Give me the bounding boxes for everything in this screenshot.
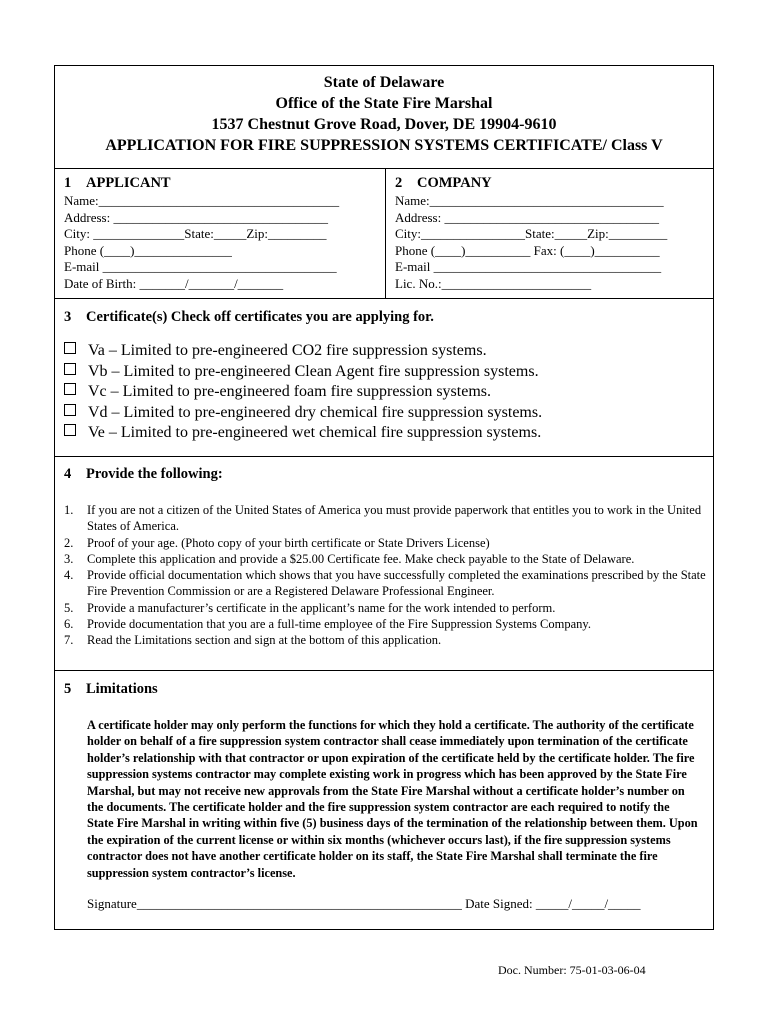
list-item: [64, 551, 713, 567]
signature-line[interactable]: Signature__________________________________________________ Date Signed: _____/_____/_____: [87, 896, 641, 912]
checkbox[interactable]: [64, 404, 76, 416]
limitations-heading: [64, 681, 713, 698]
certificates-heading: [64, 309, 713, 326]
certificate-label: Ve – Limited to pre-engineered wet chemical fire suppression systems.: [88, 424, 542, 441]
applicant-company-row: [55, 169, 713, 299]
section-title: Provide the following:: [86, 466, 223, 482]
certificate-option-vb[interactable]: [64, 362, 713, 383]
item-text: Provide official documentation which shows that you have successfully completed the examinations prescribed by the State Fire Prevention Commission or are a Registered Delaware Professional Engineer.: [87, 568, 706, 599]
applicant-section: [55, 169, 386, 298]
section-number: 5: [64, 681, 72, 697]
list-item: [64, 632, 713, 648]
list-item: [64, 567, 713, 600]
section-number: 3: [64, 309, 72, 325]
limitations-text: A certificate holder may only perform the functions for which they hold a certificate. The authority of the certificate holder on behalf of a fire suppression system contractor shall cease immediately upon termination of the certificate holder’s relationship with that contractor or upon expiration of the certificate held by the certificate holder. The fire suppression systems contractor may complete existing work in progress which has been approved by the State Fire Marshal, but may not receive new approvals from the State Fire Marshal without a certificate holder’s number on the documents. The certificate holder and the fire suppression system contractor are each required to notify the State Fire Marshal in writing within five (5) business days of the termination of the relationship between them. Upon the expiration of the current license or within six months (whichever occurs last), if the fire suppression systems contractor does not have another certificate holder on its staff, the State Fire Marshal shall terminate the fire suppression system contractor’s license.: [87, 718, 698, 880]
item-text: Complete this application and provide a $25.00 Certificate fee. Make check payable to the State of Delaware.: [87, 551, 635, 566]
list-item: [64, 535, 713, 551]
limitations-section: [55, 671, 713, 912]
section-number: 2: [395, 175, 403, 191]
certificate-label: Vd – Limited to pre-engineered dry chemical fire suppression systems.: [88, 403, 543, 421]
company-phone-fax-field[interactable]: Phone (____)__________ Fax: (____)__________: [395, 242, 660, 258]
list-item: [64, 600, 713, 616]
checkbox[interactable]: [64, 342, 76, 354]
section-number: 1: [64, 175, 72, 191]
company-name-field[interactable]: Name:____________________________________: [395, 193, 664, 208]
header-address: 1537 Chestnut Grove Road, Dover, DE 19904-9610: [211, 116, 557, 133]
applicant-city-state-zip-field[interactable]: City: ______________State:_____Zip:_________: [64, 226, 327, 241]
company-address-field[interactable]: Address: _________________________________: [395, 209, 659, 225]
item-text: Provide a manufacturer’s certificate in the applicant’s name for the work intended to perform.: [87, 600, 556, 615]
checkbox[interactable]: [64, 383, 76, 395]
provide-section: [55, 457, 713, 671]
item-number: 3.: [64, 551, 74, 566]
company-email-field[interactable]: E-mail ___________________________________: [395, 259, 662, 274]
company-city-state-zip-field[interactable]: City:________________State:_____Zip:_________: [395, 226, 668, 241]
checkbox[interactable]: [64, 363, 76, 375]
company-license-field[interactable]: Lic. No.:_______________________: [395, 275, 592, 291]
item-number: 2.: [64, 535, 74, 550]
section-title: Certificate(s) Check off certificates you are applying for.: [86, 309, 434, 325]
certificate-option-vd[interactable]: [64, 403, 713, 424]
document-number: Doc. Number: 75-01-03-06-04: [498, 963, 646, 977]
list-item: [64, 502, 713, 535]
form-title: APPLICATION FOR FIRE SUPPRESSION SYSTEMS CERTIFICATE/ Class V: [105, 137, 663, 154]
item-number: 7.: [64, 633, 74, 648]
applicant-phone-field[interactable]: Phone (____)_______________: [64, 242, 232, 258]
section-title: COMPANY: [417, 175, 492, 191]
section-number: 4: [64, 466, 72, 482]
header-office: Office of the State Fire Marshal: [275, 95, 493, 112]
section-title: APPLICANT: [86, 175, 171, 191]
applicant-dob-field[interactable]: Date of Birth: _______/_______/_______: [64, 275, 284, 291]
certificate-option-ve[interactable]: [64, 423, 713, 444]
certificate-option-vc[interactable]: [64, 382, 713, 403]
certificate-option-va[interactable]: [64, 341, 713, 362]
company-section: [386, 169, 713, 298]
header-state: State of Delaware: [323, 74, 445, 91]
certificate-label: Va – Limited to pre-engineered CO2 fire suppression systems.: [88, 342, 487, 359]
certificates-section: [55, 299, 713, 457]
provide-heading: [64, 466, 713, 483]
applicant-heading: [64, 175, 385, 192]
section-title: Limitations: [86, 681, 158, 697]
checkbox[interactable]: [64, 424, 76, 436]
certificate-label: Vb – Limited to pre-engineered Clean Agent fire suppression systems.: [88, 362, 539, 380]
item-number: 4.: [64, 568, 74, 583]
requirements-list: [64, 502, 713, 649]
application-form: [54, 65, 714, 930]
applicant-email-field[interactable]: E-mail ____________________________________: [64, 259, 337, 274]
applicant-address-field[interactable]: Address: _________________________________: [64, 209, 328, 225]
item-number: 1.: [64, 503, 74, 517]
item-number: 6.: [64, 617, 74, 632]
item-text: Read the Limitations section and sign at the bottom of this application.: [87, 633, 442, 648]
item-text: Proof of your age. (Photo copy of your birth certificate or State Drivers License): [87, 535, 490, 550]
form-header: [55, 66, 713, 169]
company-heading: [395, 175, 713, 192]
certificate-label: Vc – Limited to pre-engineered foam fire suppression systems.: [88, 383, 491, 400]
applicant-name-field[interactable]: Name:_____________________________________: [64, 193, 340, 208]
item-text: If you are not a citizen of the United States of America you must provide paperwork that entitles you to work in the United States of America.: [87, 503, 702, 534]
list-item: [64, 616, 713, 632]
item-number: 5.: [64, 600, 74, 615]
item-text: Provide documentation that you are a full-time employee of the Fire Suppression Systems Company.: [87, 617, 591, 632]
